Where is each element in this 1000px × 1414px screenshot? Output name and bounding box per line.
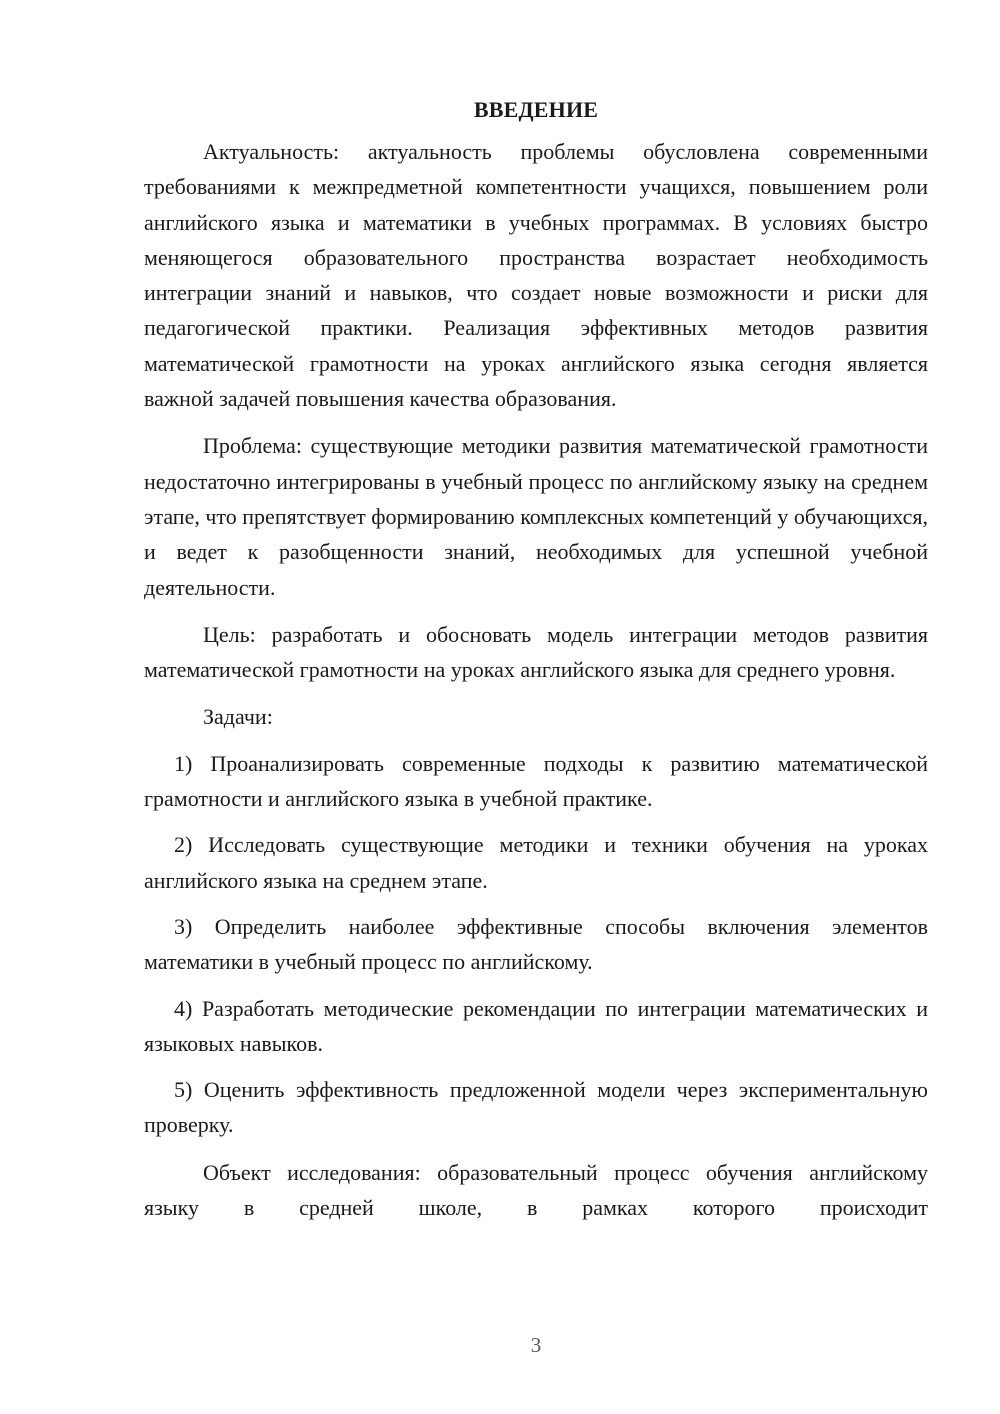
tasks-heading: Задачи: (203, 704, 273, 730)
problem-paragraph: Проблема: существующие методики развития математической грамотности недостаточно интегрированы в учебный процесс по английскому языку на среднем этапе, что препятствует формированию комплексных компетенций у обучающихся, и ведет к разобщенности знаний, необходимых для успешной учебной деятельности. (144, 433, 928, 600)
task-item-3: 3) Определить наиболее эффективные способы включения элементов математики в учебный процесс по английскому. (144, 913, 928, 975)
task-item-1: 1) Проанализировать современные подходы к развитию математической грамотности и английского языка в учебной практике. (144, 750, 928, 812)
relevance-paragraph: Актуальность: актуальность проблемы обусловлена современными требованиями к межпредметной компетентности учащихся, повышением роли английского языка и математики в учебных программах. В условиях быстро меняющегося образовательного пространства возрастает необходимость интеграции знаний и навыков, что создает новые возможности и риски для педагогической практики. Реализация эффективных методов развития математической грамотности на уроках английского языка сегодня является важной задачей повышения качества образования. (144, 139, 928, 412)
task-item-5: 5) Оценить эффективность предложенной модели через экспериментальную проверку. (144, 1077, 928, 1138)
task-item-4: 4) Разработать методические рекомендации по интеграции математических и языковых навыков. (144, 995, 928, 1056)
page-number: 3 (530, 1333, 542, 1357)
document-page (144, 92, 928, 1225)
task-item-2: 2) Исследовать существующие методики и техники обучения на уроках английского языка на среднем этапе. (144, 832, 928, 893)
object-paragraph: Объект исследования: образовательный процесс обучения английскому языку в средней школе, в рамках которого происходит (144, 1159, 928, 1221)
page-title: ВВЕДЕНИЕ (473, 97, 599, 122)
goal-paragraph: Цель: разработать и обосновать модель интеграции методов развития математической грамотности на уроках английского языка для среднего уровня. (144, 621, 928, 683)
